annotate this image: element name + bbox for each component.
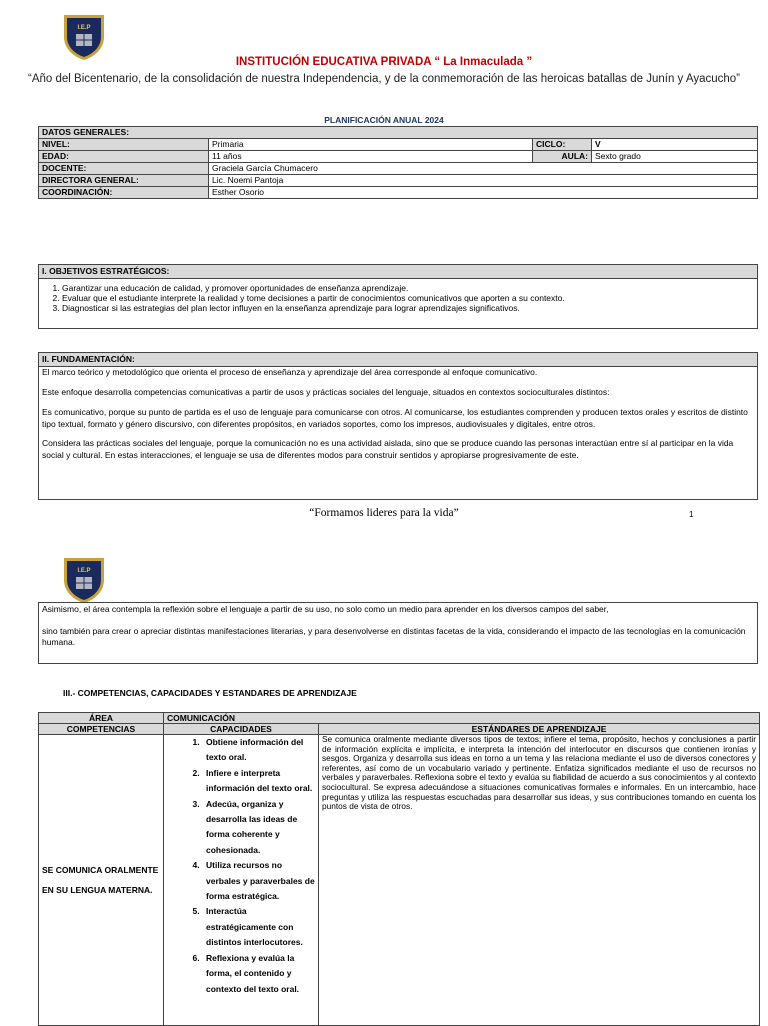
edad-value: 11 años <box>209 151 533 163</box>
area-value: COMUNICACIÓN <box>164 713 760 724</box>
competencias-section-title: III.- COMPETENCIAS, CAPACIDADES Y ESTANDARES DE APRENDIZAJE <box>63 688 357 698</box>
fundamentacion-title: II. FUNDAMENTACIÓN: <box>39 353 757 367</box>
capacidad-item: 1. Obtiene información del texto oral. <box>202 735 315 766</box>
footer-quote: “Formamos lideres para la vida” <box>309 507 459 519</box>
fundamentacion-paragraph: Es comunicativo, porque su punto de partida es el uso de lenguaje para comunicarse con otros. Al comunicarse, los estudiantes comprenden y producen textos orales y escritos de distinto tipo textual, formato y género discursivo, con diferentes propósitos, en variados soportes, como los impresos, audiovisuales y digitales, entre otros. <box>42 407 748 429</box>
nivel-value: Primaria <box>209 139 533 151</box>
capacidad-item: 3. Adecúa, organiza y desarrolla las ideas de forma coherente y cohesionada. <box>202 797 315 859</box>
coordinacion-label: COORDINACIÓN: <box>39 187 209 199</box>
objective-item: 3. Diagnosticar si las estrategias del plan lector influyen en la enseñanza aprendizaje para lograr aprendizajes significativos. <box>62 303 757 313</box>
col-capacidades: CAPACIDADES <box>164 724 319 735</box>
fundamentacion-paragraph: Este enfoque desarrolla competencias comunicativas a partir de usos y prácticas sociales del lenguaje, situados en contextos socioculturales distintos: <box>42 386 610 397</box>
crest-text: I.E.P <box>77 568 91 574</box>
objectives-section <box>38 264 758 329</box>
objective-item: 1. Garantizar una educación de calidad, y promover oportunidades de enseñanza aprendizaje. <box>62 283 757 293</box>
crest-text: I.E.P <box>77 25 91 31</box>
general-data-table <box>38 126 758 199</box>
page-number: 1 <box>689 510 694 519</box>
competencia-cell <box>39 735 164 1026</box>
general-data-title: DATOS GENERALES: <box>39 127 758 139</box>
capacidad-item: 5. Interactúa estratégicamente con distintos interlocutores. <box>202 904 315 950</box>
area-label: ÁREA <box>39 713 164 724</box>
ciclo-label: CICLO: <box>533 139 592 151</box>
docente-label: DOCENTE: <box>39 163 209 175</box>
nivel-label: NIVEL: <box>39 139 209 151</box>
estandar-text: Se comunica oralmente mediante diversos tipos de textos; infiere el tema, propósito, hechos y conclusiones a partir de información explícita e implícita, e interpreta la intención del interlocutor en discursos que contienen ironías y sesgos. Organiza y desarrolla sus ideas en torno a un tema y las relaciona mediante el uso de diversos conectores y referentes, así como de un vocabulario variado y pertinente. Enfatiza significados mediante el uso de recursos no verbales y paraverbales. Reflexiona sobre el texto y evalúa su fiabilidad de acuerdo a sus conocimientos y al contexto sociocultural. Se expresa adecuándose a situaciones comunicativas formales e informales. En un intercambio, hace preguntas y utiliza las respuestas escuchadas para desarrollar sus ideas, y sus contribuciones tomando en cuenta los puntos de vista de otros. <box>322 734 756 812</box>
plan-title: PLANIFICACIÓN ANUAL 2024 <box>324 115 444 125</box>
capacidad-item: 2. Infiere e interpreta información del texto oral. <box>202 766 315 797</box>
capacidad-item: 4. Utiliza recursos no verbales y paraverbales de forma estratégica. <box>202 858 315 904</box>
docente-value: Graciela García Chumacero <box>209 163 758 175</box>
edad-label: EDAD: <box>39 151 209 163</box>
coordinacion-value: Esther Osorio <box>209 187 758 199</box>
fundamentacion-paragraph: Considera las prácticas sociales del lenguaje, porque la comunicación no es una actividad aislada, sino que se produce cuando las personas interactúan entre sí al participar en la vida social y cultural. En estas interacciones, el lenguaje se usa de diferentes modos para construir sentidos y apropiarse progresivamente de este. <box>42 438 734 460</box>
col-competencias: COMPETENCIAS <box>39 724 164 735</box>
fundamentacion-paragraph: El marco teórico y metodológico que orienta el proceso de enseñanza y aprendizaje del área corresponde al enfoque comunicativo. <box>42 367 538 377</box>
continuation-paragraph: Asimismo, el área contempla la reflexión sobre el lenguaje a partir de su uso, no solo como un medio para aprender en los diversos campos del saber, <box>42 604 609 614</box>
aula-label: AULA: <box>533 151 592 163</box>
continuation-paragraph: sino también para crear o apreciar distintas manifestaciones literarias, y para desenvolverse en distintas facetas de la vida, considerando el impacto de las tecnologías en la comunicación humana. <box>42 625 746 647</box>
objective-item: 2. Evaluar que el estudiante interprete la realidad y tome decisiones a partir de conocimientos comunicativos que aporten a su contexto. <box>62 293 757 303</box>
aula-value: Sexto grado <box>592 151 758 163</box>
institution-title: INSTITUCIÓN EDUCATIVA PRIVADA “ La Inmaculada ” <box>235 56 533 68</box>
estandar-cell <box>319 735 760 1026</box>
competencias-table <box>38 712 760 1026</box>
continuation-box <box>38 602 758 664</box>
fundamentacion-section <box>38 352 758 500</box>
school-crest-logo <box>62 556 106 604</box>
capacidades-cell <box>164 735 319 1026</box>
capacidades-list <box>167 735 315 997</box>
directora-value: Lic. Noemi Pantoja <box>209 175 758 187</box>
competencia-name: SE COMUNICA ORALMENTE EN SU LENGUA MATERNA. <box>42 865 159 895</box>
directora-label: DIRECTORA GENERAL: <box>39 175 209 187</box>
objectives-title: I. OBJETIVOS ESTRATÉGICOS: <box>39 265 757 279</box>
year-motto: “Año del Bicentenario, de la consolidación de nuestra Independencia, y de la conmemoración de las heroicas batallas de Junín y Ayacucho” <box>28 73 740 85</box>
col-estandares: ESTÁNDARES DE APRENDIZAJE <box>319 724 760 735</box>
objectives-list <box>39 283 757 313</box>
school-crest-logo <box>62 13 106 61</box>
capacidad-item: 6. Reflexiona y evalúa la forma, el contenido y contexto del texto oral. <box>202 951 315 997</box>
ciclo-value: V <box>592 139 758 151</box>
